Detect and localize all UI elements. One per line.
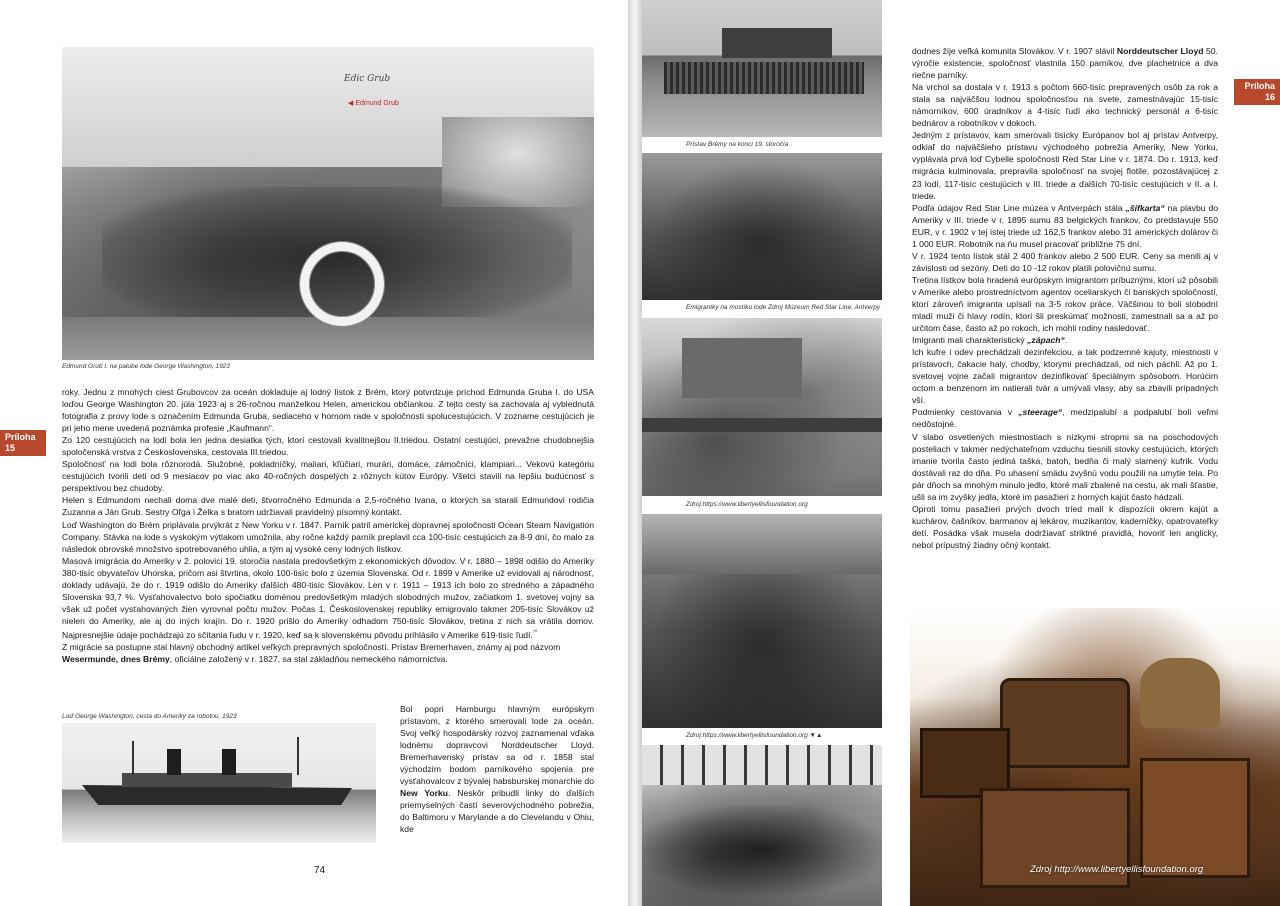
immigrants-with-luggage-photo	[642, 745, 882, 906]
paragraph: Spoločnosť na lodi bola rôznorodá. Služobné, pokladníčky, maliari, kľúčiari, murári, domáce, zámočníci, klampiari... Vekovú kategóriu cestujúcich tvorili deti od 9 mesiacov po viac ako 40-ročných dospelých z rôznych kútov Európy. Všetci stavili na lepšiu budúcnosť s perspektívou bez chudoby.	[62, 459, 594, 494]
left-main-text	[62, 386, 594, 665]
paragraph-text: .	[1064, 335, 1068, 346]
appendix-tab-right: Príloha 16	[1234, 79, 1280, 105]
paragraph: Oproti tomu pasažieri prvých dvoch tried mali k dispozícii okrem kajút a kuchárov, čašníkov, barmanov aj lekárov, muzikantov, kaderníčky, opatrovateľky detí. Posádka však musela dodržiavať striktné pravidlá, hovoriť len anglicky, nebol prípustný žiadny očný kontakt.	[912, 503, 1218, 550]
footnote-mark: ⁷⁰	[532, 629, 538, 636]
emigrants-photo-caption: Emigrantky na mostíku lode Zdroj Múzeum Red Star Line, Antverpy	[686, 304, 881, 311]
bold-place-name: Wesermunde, dnes Brémy	[62, 653, 170, 664]
crowd-photo-caption: Zdroj:https://www.libertyellisfoundation.org ▼▲	[686, 732, 823, 739]
paragraph	[912, 202, 1218, 250]
left-page	[0, 0, 628, 906]
paragraph	[400, 703, 594, 836]
paragraph-text: Masová imigrácia do Ameriky v 2. polovici 19. storočia nastala predovšetkým z ekonomických dôvodov. V r. 1880 – 1898 odišlo do Ameriky 380-tisíc obyvateľov Uhorska, pričom asi štvrtina, okolo 100-tisíc bolo z územia Slovenska. Od r. 1899 v Amerike už evidovali aj národnosť, doklady udávajú, že do r. 1919 odišlo do Ameriky ďalších 480-tisíc Slovákov. Len v r. 1911 – 1913 ich bolo zo stredného a západného Slovenska 93,7 %. Vysťahovalectvo bolo spočiatku doménou predovšetkým mladých slobodných mužov, začiatkom 1. svetovej vojny sa však už počet vysťahovaných žien vyrovnal počtu mužov. Počas 1. Československej republiky emigrovalo takmer 205-tisíc Slovákov už nielen do Ameriky, ale aj do iných krajín. Do r. 1920 prišlo do Ameriky odhadom 750-tisíc Slovákov, tretina z nich sa vrátila domov. Najpresnejšie údaje pochádzajú zo sčítania ľudu v r. 1920, keď sa k slovenskému pôvodu prihlásilo v Amerike 619-tisíc ľudí.	[62, 555, 594, 640]
passengers-on-deck-photo	[62, 47, 594, 360]
right-main-text	[912, 45, 1218, 551]
bold-new-york: New Yorku	[400, 788, 449, 799]
ship-george-washington-photo	[62, 723, 376, 843]
paragraph-text: Bol popri Hamburgu hlavným európskym prístavom, z ktorého smerovali lode za oceán. Svoj veľký hospodársky rozvoj zaznamenal vďaka lodnému dopravcovi Norddeutscher Lloyd. Bremerhavenský prístav sa od r. 1858 stal východzím bodom parníkového spojenia pre vysťahovalcov z bývalej habsburskej monarchie do	[400, 704, 594, 787]
paragraph: roky. Jednu z mnohých ciest Grubovcov za oceán dokladuje aj lodný lístok z Brém, ktorý potvrdzuje príchod Edmunda Gruba I. do USA loďou George Washington 20. júla 1923 aj s 26-ročnou manželkou Helen, americkou občiankou. Z tejto cesty sa zachovala aj vyblednutá fotografia z provy lode s označením Edmunda Gruba, sediaceho v hornom rade v spoločnosti spolucestujúcich. V zozname cestujúcich je pri jeho mene uvedená poznámka profesie „Kaufmann“.	[62, 387, 594, 434]
paragraph: Tretina lístkov bola hradená európskym imigrantom príbuznými, ktorí už pôsobili v Amerike alebo prostredníctvom agentov oceliarskych či banských spoločností, ktorí zároveň imigranta upísali na 3-5 rokov práce. Väčšinou to boli slobodní mladí muži či hlavy rodín, ktorí šli preskúmať možnosti, zamestnali sa a až po určitom čase, často až po rokoch, ich mohli rodiny nasledovať.	[912, 274, 1218, 334]
paragraph-text: 50. výročie existencie, spoločnosť vlastnila 150 parníkov, dve plachetnice a dva riečne parníky.	[912, 46, 1218, 81]
paragraph: V r. 1924 tento lístok stál 2 400 frankov alebo 2 500 EUR. Ceny sa menili aj v závislosti od sezóny. Deti do 10 -12 rokov platili polovičnú sumu.	[912, 250, 1218, 273]
crowd-immigrants-photo	[642, 514, 882, 728]
right-page	[642, 0, 1280, 906]
paragraph	[62, 555, 594, 641]
emigrant-women-photo	[642, 153, 882, 300]
paragraph-text: Podmienky cestovania v	[912, 407, 1013, 418]
paragraph: Zo 120 cestujúcich na lodi bola len jedna desiatka tých, ktorí cestovali kvalitnejšou II.triedou. Ostatní cestujúci, prevažne chudobnejšia spoločenská vrstva z Československa, cestovala III.triedou.	[62, 435, 594, 458]
paragraph	[912, 45, 1218, 81]
paragraph: Loď Washington do Brém priplávala prvýkrát z New Yorku v r. 1847. Parník patril americkej dopravnej spoločnosti Ocean Steam Navigation Company. Stávka na lode s vyskokým výtlakom umožnila, aby ročne každý parník preplavil cca 100-tisíc cestujúcich za 8-9 dní, čo malo za následok obrovské množstvo spotrebovaného uhlia, a tým aj vysoké ceny lodných lístkov.	[62, 519, 594, 554]
paragraph	[912, 406, 1218, 430]
italic-bold-term: „šifkarta“	[1125, 202, 1165, 213]
paragraph: Jedným z prístavov, kam smerovali tisícky Európanov bol aj prístav Antverpy, odkiaľ do najväčšieho prístavu východného pobrežia Ameriky, New Yorku, vyplávala prvá loď Cybelle spoločnosti Red Star Line v r. 1874. Do r. 1913, keď migrácia kulminovala, prepravila spoločnosť na svojej flotile, pozostávajúcej z 23 lodí, 117-tisíc cestujúcich v III. triede a ďalších 70-tisíc cestujúcich v II. a I. triede.	[912, 130, 1218, 201]
italic-bold-term: „zápach“	[1027, 335, 1065, 346]
page-number: 74	[314, 865, 326, 876]
paragraph-text: Z migrácie sa postupne stal hlavný obchodný artikel veľkých prepravných spoločností. Prístav Bremerhaven, známy aj pod názvom	[62, 641, 561, 652]
paragraph	[62, 641, 594, 665]
paragraph-text: Imigranti mali charakteristický	[912, 335, 1025, 346]
paragraph-text: , oficiálne založený v r. 1827, sa stal základňou nemeckého námorníctva.	[169, 653, 448, 664]
paragraph: Helen s Edmundom nechali doma dve malé deti, štvorročného Edmunda a 2,5-ročného Ivana, o ktorých sa starali Edmundovi rodičia Zuzanna a Ján Grub. Sestry Oľga i Želka s bratom udržiavali pravidelný písomný kontakt.	[62, 495, 594, 518]
handwritten-name: Edic Grub	[344, 74, 391, 84]
paragraph-text: dodnes žije veľká komunita Slovákov. V r. 1907 slávil	[912, 46, 1115, 56]
paragraph	[912, 334, 1218, 346]
bremen-harbor-photo	[642, 0, 882, 137]
paragraph-text: na plavbu do Ameriky v III. triede v r. 1895 sumu 83 belgických frankov, čo predstavuje 550 EUR, v r. 1902 v tej istej triede už 162,5 frankov alebo 31 amerických dolárov či 1 000 EUR. Robotník na ňu musel pracovať približne 75 dní.	[912, 202, 1219, 249]
ellis-pier-caption: Zdroj:https://www.libertyellisfoundation.org	[686, 501, 808, 508]
paragraph-text: , medzipalubí a podpalubí boli veľmi nedôstojné.	[912, 407, 1218, 430]
paragraph-text: Podľa údajov Red Star Line múzea v Antverpách stála	[912, 202, 1123, 213]
bremen-photo-caption: Prístav Brémy na konci 19. storočia	[686, 141, 789, 148]
paragraph: V slabo osvetlených miestnostiach s nízkymi stropmi sa na poschodových posteliach v takmer nedýchateľnom vzduchu tiesnili stovky cestujúcich, ktorých imanie tvorila často jediná taška, batoh, bedňa či malý slamený kufrík. Vodu dostávali raz do dňa. Po uhasení smädu zvyšnú vodu použili na umytie tela. Po pár dňoch sa mnohým minulo jedlo, ktoré mali zbalené na cestu, ak mali šťastie, ušli sa im zvyšky jedla, ktoré im pasažieri z horných kajút často hádzali.	[912, 431, 1218, 502]
paragraph: Na vrchol sa dostala v r. 1913 s počtom 660-tisíc prepravených osôb za rok a stala sa najväčšou lodnou spoločnosťou na svete, zamestnávajúc 15-tisíc námorníkov, 600 úradníkov a 4-tisíc ľudí ako technický personál a 6-tisíc bednárov a robotníkov v dokoch.	[912, 82, 1218, 129]
paragraph: Ich kufre i odev prechádzali dezinfekciou, a tak podzemné kajuty, miestnosti v prístavoch, čakacie haly, chodby, ktorými prechádzali, od nich páchli. Až po 1. svetovej vojne začali migrantov dezinfikovať špeciálnym spôsobom. Horúcim octom a benzenom im natierali tvár a umývali vlasy, aby sa zbavili prípadných vší.	[912, 347, 1218, 406]
trunks-photo-credit: Zdroj http://www.libertyellisfoundation.org	[1030, 864, 1204, 875]
bold-ndl: Norddeutscher Lloyd	[1116, 46, 1204, 56]
vintage-trunks-photo	[910, 608, 1280, 906]
paragraph-text: . Neskôr pribudli linky do ďalších priemyselných častí severovýchodného pobrežia, do Baltimoru v Marylande a do Clevelandu v Ohiu, kde	[400, 788, 594, 835]
appendix-tab-left: Príloha 15	[0, 430, 46, 456]
left-column-text	[400, 703, 594, 836]
edmund-grub-annotation: ◀ Edmund Grub	[348, 100, 399, 107]
ellis-island-pier-photo	[642, 318, 882, 496]
top-photo-caption: Edmund Grub I. na palube lode George Washington, 1923	[62, 363, 230, 370]
italic-bold-term: „steerage“	[1018, 407, 1063, 418]
ship-photo-caption: Loď George Washington, cesta do Ameriky za robotou, 1923	[62, 713, 237, 720]
book-gutter	[628, 0, 642, 906]
lifebuoy	[300, 242, 384, 326]
